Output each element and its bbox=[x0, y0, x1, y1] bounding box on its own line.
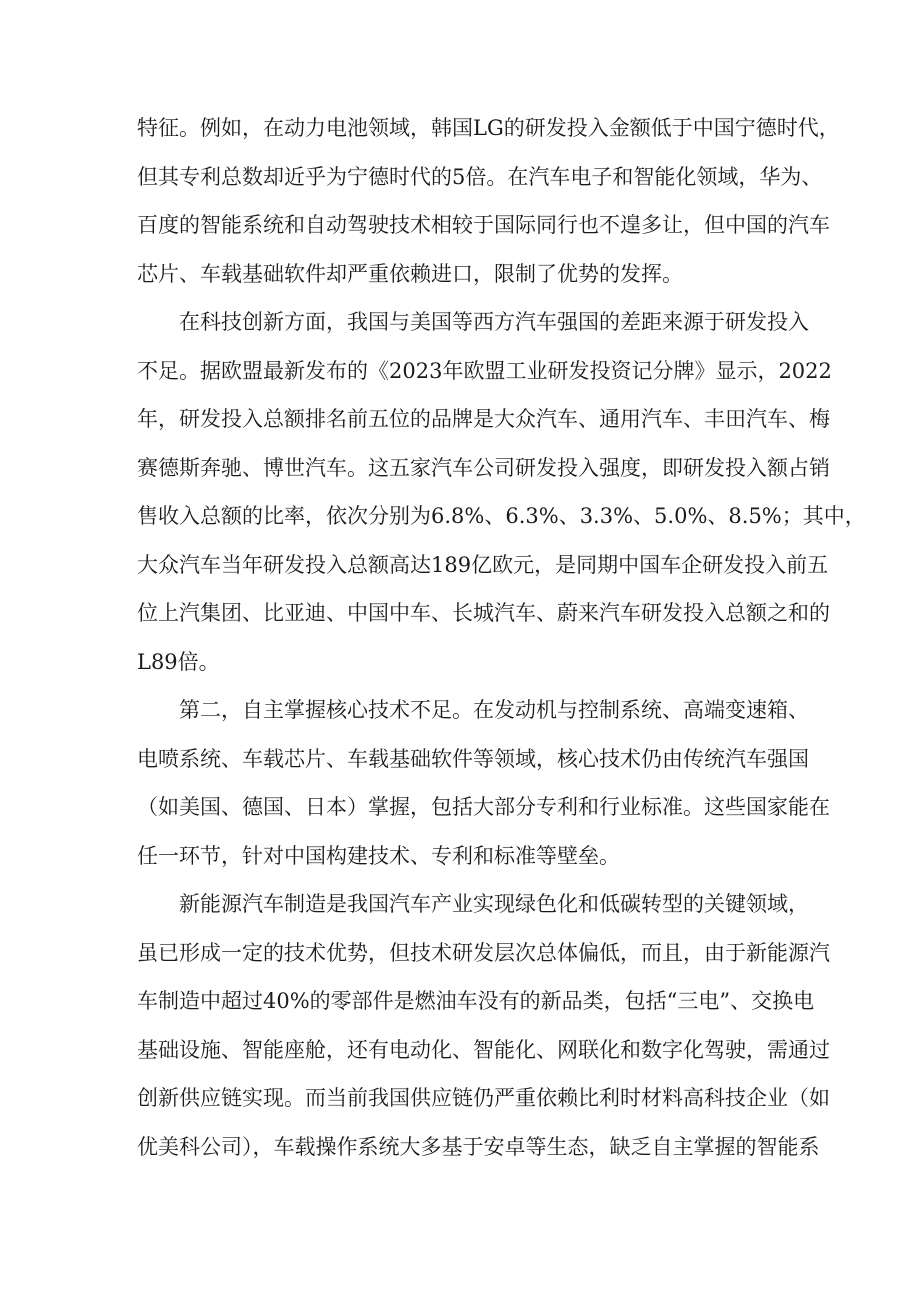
text-line: L89倍。 bbox=[137, 649, 220, 674]
text-line: 大众汽车当年研发投入总额高达189亿欧元，是同期中国车企研发投入前五 bbox=[137, 552, 829, 577]
text-line: 芯片、车载基础软件却严重依赖进口，限制了优势的发挥。 bbox=[137, 261, 683, 286]
text-line: 特征。例如，在动力电池领域，韩国LG的研发投入金额低于中国宁德时代， bbox=[137, 116, 840, 140]
text-line: 年，研发投入总额排名前五位的品牌是大众汽车、通用汽车、丰田汽车、梅 bbox=[137, 407, 830, 431]
text-line: 不足。据欧盟最新发布的《2023年欧盟工业研发投资记分牌》显示，2022 bbox=[137, 358, 832, 383]
text-line: 位上汽集团、比亚迪、中国中车、长城汽车、蔚来汽车研发投入总额之和的 bbox=[137, 601, 830, 625]
text-line: 车制造中超过40%的零部件是燃油车没有的新品类，包括“三电”、交换电 bbox=[137, 989, 815, 1013]
body-text bbox=[137, 104, 866, 1171]
text-line: 百度的智能系统和自动驾驶技术相较于国际同行也不遑多让，但中国的汽车 bbox=[137, 213, 830, 237]
text-line: 新能源汽车制造是我国汽车产业实现绿色化和低碳转型的关键领域， bbox=[179, 892, 809, 916]
text-line: 创新供应链实现。而当前我国供应链仍严重依赖比利时材料高科技企业（如 bbox=[137, 1086, 830, 1110]
text-line: 基础设施、智能座舱，还有电动化、智能化、网联化和数字化驾驶，需通过 bbox=[137, 1037, 830, 1062]
text-line: 任一环节，针对中国构建技术、专利和标准等壁垒。 bbox=[137, 843, 620, 868]
text-line: 虽已形成一定的技术优势，但技术研发层次总体偏低，而且，由于新能源汽 bbox=[137, 940, 830, 965]
text-line: 但其专利总数却近乎为宁德时代的5倍。在汽车电子和智能化领域，华为、 bbox=[137, 164, 823, 189]
text-line: 优美科公司），车载操作系统大多基于安卓等生态，缺乏自主掌握的智能系 bbox=[137, 1134, 820, 1159]
text-line: 售收入总额的比率，依次分别为6.8%、6.3%、3.3%、5.0%、8.5%；其中， bbox=[137, 504, 866, 528]
text-line: 赛德斯奔驰、博世汽车。这五家汽车公司研发投入强度，即研发投入额占销 bbox=[137, 455, 830, 480]
text-line: 在科技创新方面，我国与美国等西方汽车强国的差距来源于研发投入 bbox=[179, 310, 809, 334]
text-line: 电喷系统、车载芯片、车载基础软件等领域，核心技术仍由传统汽车强国 bbox=[137, 746, 809, 771]
text-line: 第二，自主掌握核心技术不足。在发动机与控制系统、高端变速箱、 bbox=[179, 698, 809, 722]
text-line: （如美国、德国、日本）掌握，包括大部分专利和行业标准。这些国家能在 bbox=[137, 795, 830, 819]
